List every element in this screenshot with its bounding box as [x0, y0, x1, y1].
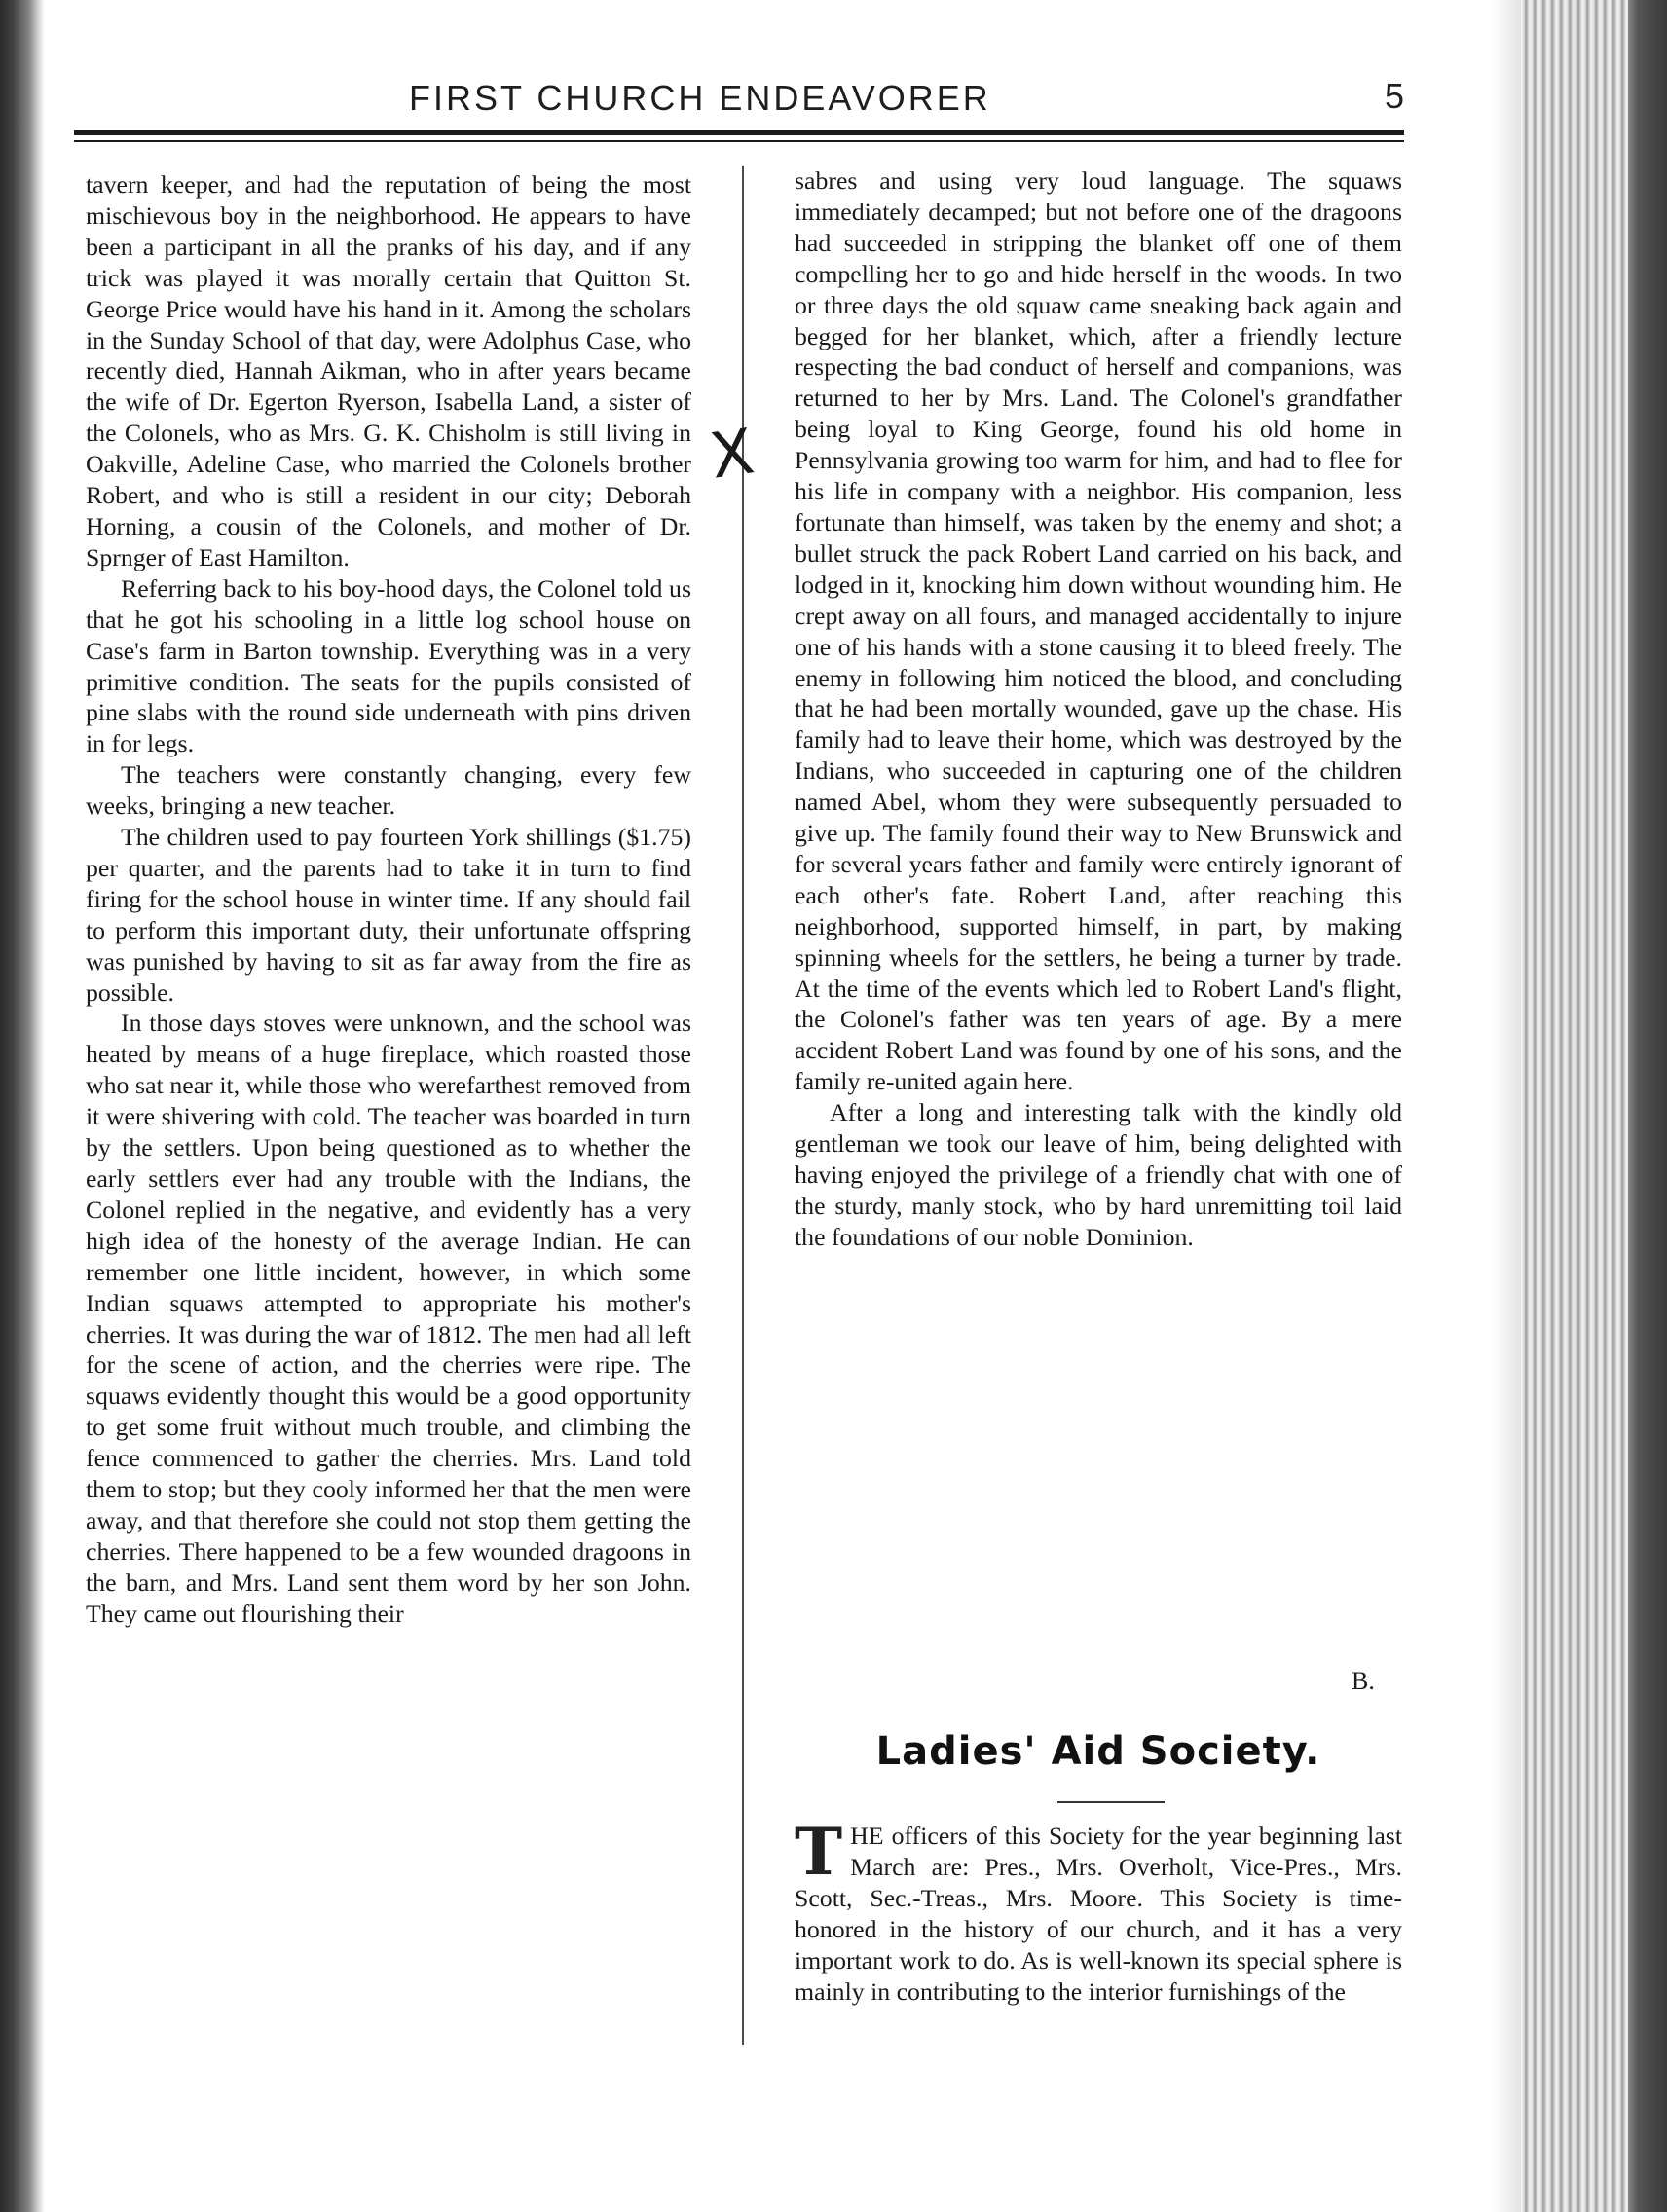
paragraph: Referring back to his boy-hood days, the Colonel told us that he got his schooling in a little log school house on Case's farm in Barton township. Everything was in a very primitive condition. The seats for the pupils consisted of pine slabs with the round side underneath with pins driven in for legs.	[86, 573, 691, 758]
paragraph: The teachers were constantly changing, every few weeks, bringing a new teacher.	[86, 760, 691, 821]
author-signature: B.	[1352, 1667, 1375, 1695]
society-text: HE officers of this Society for the year beginning last March are: Pres., Mrs. Overholt, Vice-Pres., Mrs. Scott, Sec.-Treas., Mrs. Moore. This Society is time-honored in the history of our church, and it has a very important work to do. As is well-known its special sphere is mainly in contributing to the interior furnishings of the	[795, 1822, 1402, 2006]
header-rule-thin	[74, 140, 1404, 142]
society-paragraph	[795, 1814, 1402, 2007]
heading-rule	[1057, 1801, 1165, 1803]
header-rule-thick	[74, 130, 1404, 135]
paragraph: After a long and interesting talk with the kindly old gentleman we took our leave of him, being delighted with having enjoyed the privilege of a friendly chat with one of the sturdy, manly stock, who by hard unremitting toil laid the foundations of our noble Dominion.	[795, 1098, 1402, 1251]
drop-cap: T	[795, 1814, 843, 1890]
paragraph: The children used to pay fourteen York shillings ($1.75) per quarter, and the parents had to take it in turn to find firing for the school house in winter time. If any should fail to perform this important duty, their unfortunate offspring was punished by having to sit as far away from the fire as possible.	[86, 823, 691, 1007]
paragraph: In those days stoves were unknown, and the school was heated by means of a huge fireplace, which roasted those who sat near it, while those who werefarthest removed from it were shivering with cold. The teacher was boarded in turn by the settlers. Upon being questioned as to whether the early settlers ever had any trouble with the Indians, the Colonel replied in the negative, and evidently has a very high idea of the honesty of the average Indian. He can remember one little incident, however, in which some Indian squaws attempted to appropriate his mother's cherries. It was during the war of 1812. The men had all left for the scene of action, and the cherries were ripe. The squaws evidently thought this would be a good opportunity to get some fruit without much trouble, and climbing the fence commenced to gather the cherries. Mrs. Land told them to stop; but they cooly informed her that the men were away, and that therefore she could not stop them getting the cherries. There happened to be a few wounded dragoons in the barn, and Mrs. Land sent them word by her son John. They came out flourishing their	[86, 1009, 691, 1628]
left-column	[86, 169, 691, 1630]
running-head: FIRST CHURCH ENDEAVORER	[409, 78, 991, 118]
left-binding-shadow	[0, 0, 45, 2212]
paragraph: sabres and using very loud language. The squaws immediately decamped; but not before one of the dragoons had succeeded in stripping the blanket off one of them compelling her to go and hide herself in the woods. In two or three days the old squaw came sneaking back again and begged for her blanket, which, after a friendly lecture respecting the bad conduct of herself and companions, was returned to her by Mrs. Land. The Colonel's grandfather being loyal to King George, found his old home in Pennsylvania growing too warm for him, and had to flee for his life in company with a neighbor. His companion, less fortunate than himself, was taken by the enemy and shot; a bullet struck the pack Robert Land carried on his back, and lodged in it, knocking him down without wounding him. He crept away on all fours, and managed accidentally to injure one of his hands with a stone causing it to bleed freely. The enemy in following him noticed the blood, and concluding that he had been mortally wounded, gave up the chase. His family had to leave their home, which was destroyed by the Indians, who succeeded in capturing one of the children named Abel, whom they were subsequently persuaded to give up. The family found their way to New Brunswick and for several years father and family were entirely ignorant of each other's fate. Robert Land, after reaching this neighborhood, supported himself, in part, by making spinning wheels for the settlers, he being a turner by trade. At the time of the events which led to Robert Land's flight, the Colonel's father was ten years of age. By a mere accident Robert Land was found by one of his sons, and the family re-united again here.	[795, 166, 1402, 1096]
page-number: 5	[1385, 76, 1405, 116]
section-heading: Ladies' Aid Society.	[875, 1729, 1321, 1774]
right-column	[795, 166, 1402, 1253]
page-stack-edge-dark	[1628, 0, 1667, 2212]
paragraph: tavern keeper, and had the reputation of being the most mischievous boy in the neighborhood. He appears to have been a participant in all the pranks of his day, and if any trick was played it was morally certain that Quitton St. George Price would have his hand in it. Among the scholars in the Sunday School of that day, were Adolphus Case, who recently died, Hannah Aikman, who in after years became the wife of Dr. Egerton Ryerson, Isabella Land, a sister of the Colonels, who as Mrs. G. K. Chisholm is still living in Oakville, Adeline Case, who married the Colonels brother Robert, and who is still a resident in our city; Deborah Horning, a cousin of the Colonels, and mother of Dr. Sprnger of East Hamilton.	[86, 170, 691, 571]
handwritten-x-mark: X	[706, 416, 759, 494]
right-page-shadow	[1492, 0, 1521, 2212]
